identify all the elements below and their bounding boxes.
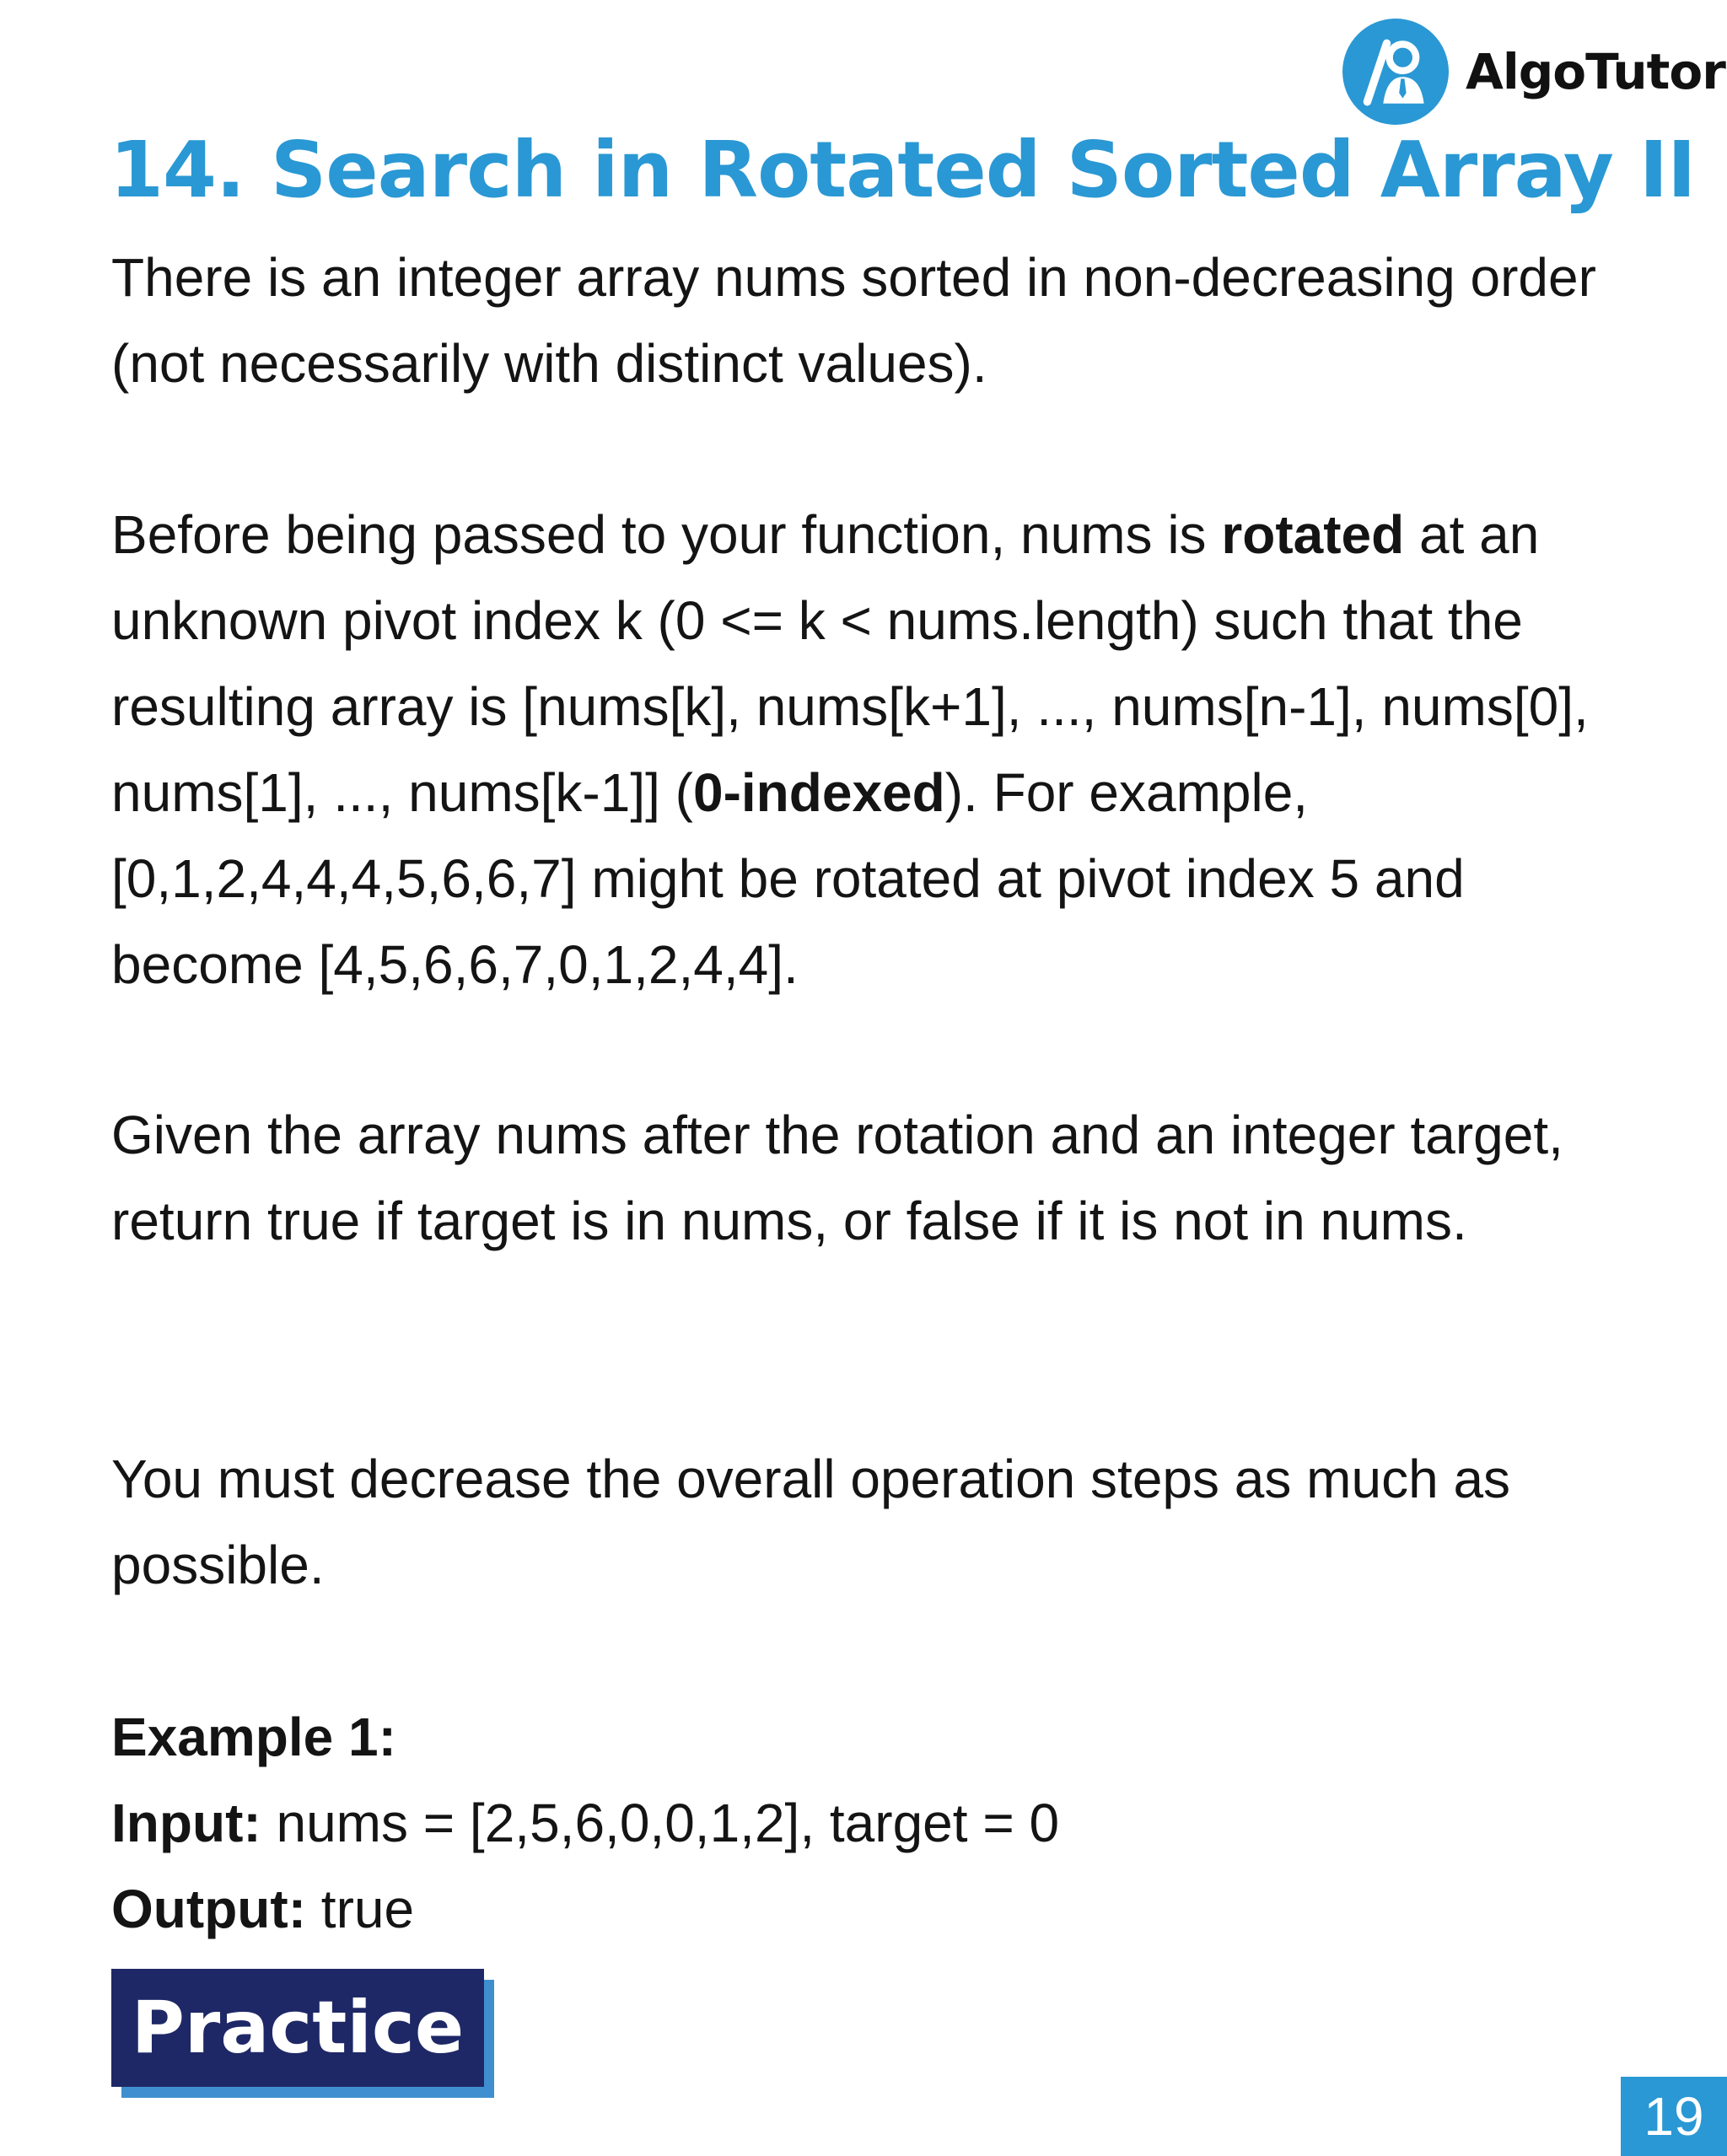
problem-title: 14. Search in Rotated Sorted Array II bbox=[110, 125, 1696, 215]
output-value: true bbox=[306, 1879, 415, 1939]
example-output-line bbox=[111, 1866, 1059, 1952]
zero-indexed-emphasis: 0-indexed bbox=[692, 762, 945, 823]
example-input-line bbox=[111, 1780, 1059, 1866]
example-block bbox=[111, 1694, 1059, 1952]
output-label: Output: bbox=[111, 1879, 306, 1939]
rotation-text-d: ). For example, [0,1,2,4,4,4,5,6,6,7] might be rotated at pivot index 5 and become [4,5,6,6,7,0,1,2,4,4]. bbox=[111, 762, 1465, 995]
practice-button[interactable]: Practice bbox=[111, 1969, 484, 2087]
tutor-avatar-icon bbox=[1342, 19, 1449, 125]
page-number: 19 bbox=[1621, 2077, 1727, 2156]
task-paragraph: Given the array nums after the rotation and an integer target, return true if target is in nums, or false if it is not in nums. bbox=[111, 1105, 1563, 1251]
brand-logo bbox=[1342, 19, 1725, 125]
input-label: Input: bbox=[111, 1793, 261, 1853]
rotation-text-a: Before being passed to your function, nums is bbox=[111, 504, 1222, 565]
example-heading: Example 1: bbox=[111, 1707, 396, 1767]
rotation-text-c: at an unknown pivot index k (0 <= k < nums.length) such that the resulting array is [nums[k], nums[k+1], ..., nums[n-1], nums[0], nums[1], ..., nums[k-1]] ( bbox=[111, 504, 1589, 823]
rotation-paragraph bbox=[111, 492, 1646, 1008]
constraint-paragraph: You must decrease the overall operation steps as much as possible. bbox=[111, 1449, 1511, 1595]
description-paragraph: There is an integer array nums sorted in non-decreasing order (not necessarily with distinct values). bbox=[111, 247, 1596, 394]
rotated-emphasis: rotated bbox=[1221, 504, 1405, 565]
brand-name: AlgoTutor bbox=[1466, 43, 1725, 100]
input-value: nums = [2,5,6,0,0,1,2], target = 0 bbox=[261, 1793, 1060, 1853]
